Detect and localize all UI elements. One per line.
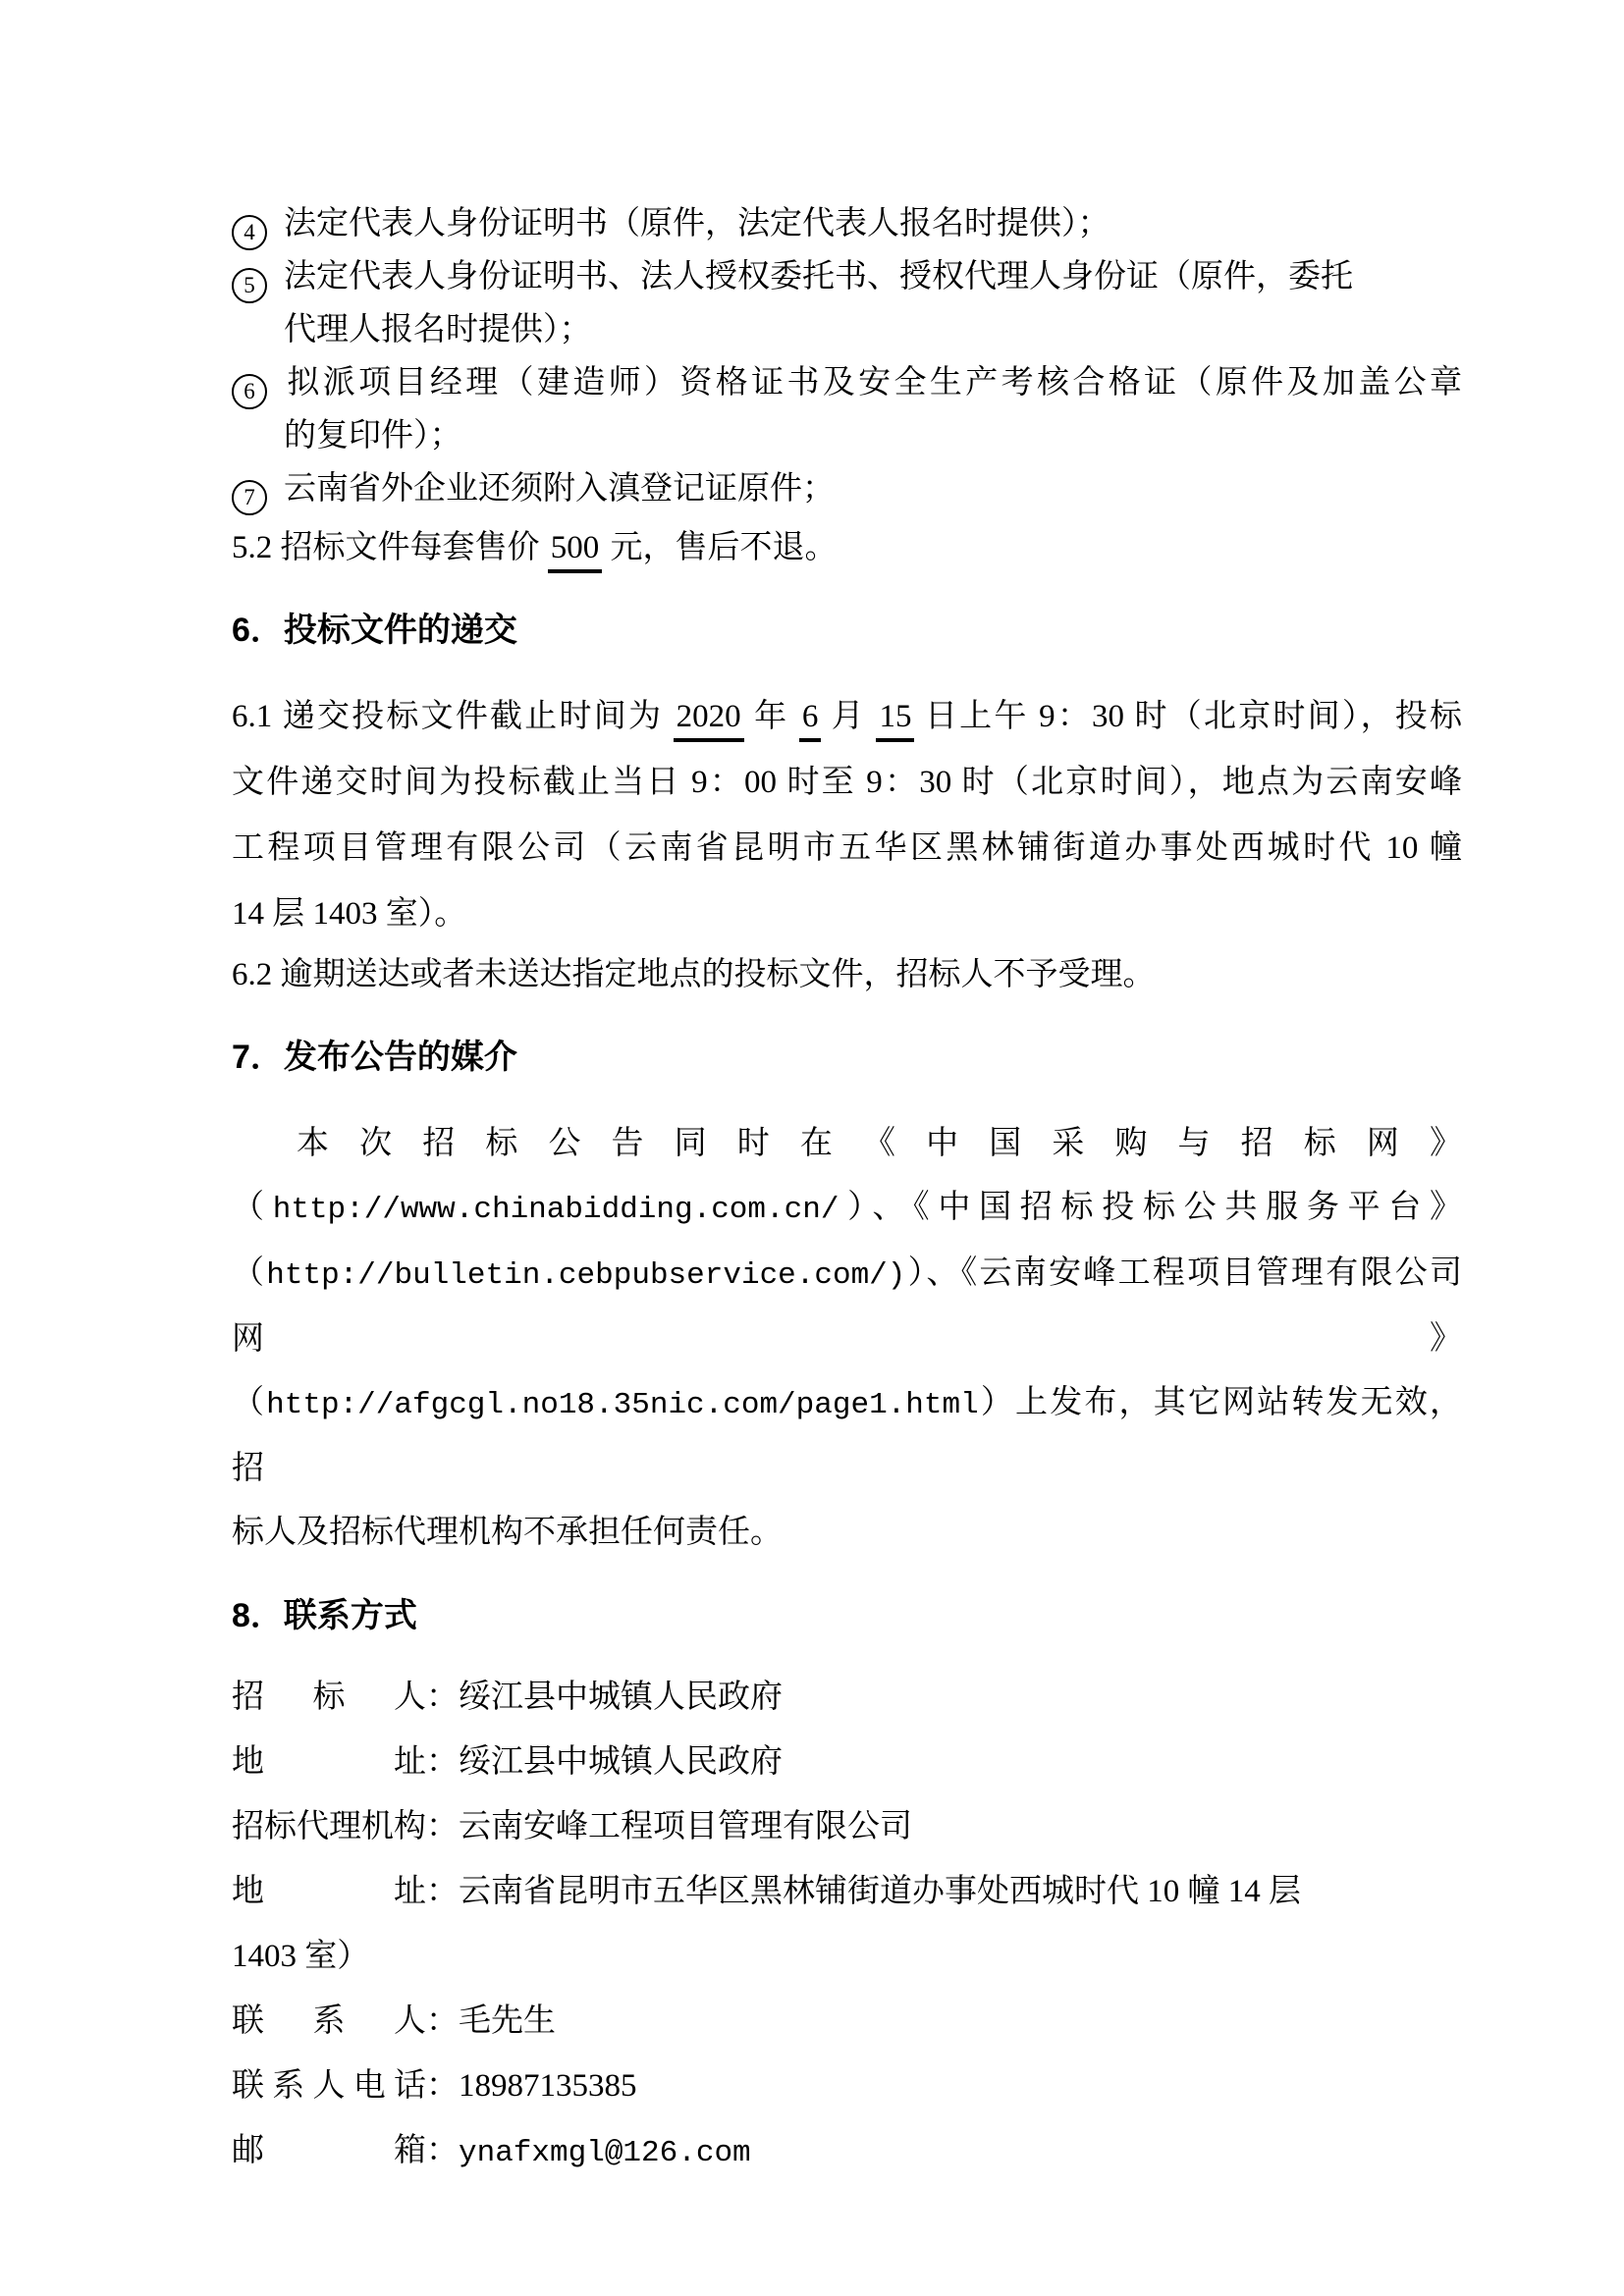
paragraph-line	[232, 1371, 1462, 1501]
contact-label: 地址	[232, 1874, 426, 1909]
paragraph-line: 标人及招标代理机构不承担任何责任。	[232, 1515, 783, 1550]
contact-row-phone	[232, 2054, 1462, 2118]
section-7-heading: 7．发布公告的媒介	[232, 1039, 517, 1076]
contact-label: 联系人电话	[232, 2068, 426, 2104]
contact-label: 邮箱	[232, 2133, 426, 2168]
colon: ：	[426, 2003, 459, 2039]
contact-row-tenderee-address	[232, 1730, 1462, 1794]
list-item-text: 云南省外企业还须附入滇登记证原件；	[284, 471, 835, 507]
paragraph-text: 月	[821, 699, 877, 734]
contact-email-value: ynafxmgl@126.com	[459, 2136, 751, 2170]
contact-value: 云南省昆明市五华区黑林铺街道办事处西城时代 10 幢 14 层	[459, 1874, 1301, 1909]
underlined-deadline-month: 6	[799, 699, 822, 742]
colon: ：	[426, 1744, 459, 1780]
underlined-deadline-year: 2020	[674, 699, 744, 742]
paragraph-6-1	[232, 684, 1462, 947]
url-cebpubservice: http://bulletin.cebpubservice.com/)	[266, 1258, 906, 1293]
contact-label: 招标人	[232, 1680, 426, 1715]
paragraph-text: ）上发布，其它网站转发无效，招	[232, 1385, 1463, 1486]
contact-value: 18987135385	[459, 2068, 637, 2104]
contact-value: 绥江县中城镇人民政府	[459, 1680, 783, 1715]
contact-value: 毛先生	[459, 2003, 556, 2039]
section-8-heading: 8．联系方式	[232, 1597, 417, 1634]
circled-number-marker: 4	[232, 215, 267, 250]
contact-row-agency	[232, 1794, 1462, 1859]
url-agency-site: http://afgcgl.no18.35nic.com/page1.html	[266, 1388, 979, 1422]
paragraph-text: ）、《中国招标投标公共服务平台》	[839, 1190, 1463, 1225]
list-item-line	[244, 250, 1462, 303]
list-item-text: 法定代表人身份证明书、法人授权委托书、授权代理人身份证（原件，委托	[284, 259, 1353, 294]
contact-label: 地址	[232, 1744, 426, 1780]
contact-row-agency-address	[232, 1859, 1462, 1924]
paragraph-line: 本次招标公告同时在《中国采购与招标网》	[297, 1126, 1462, 1161]
list-item-line: 的复印件）；	[284, 418, 462, 454]
paragraph-line: 14 层 1403 室）。	[232, 896, 467, 932]
paragraph-text: （	[232, 1190, 273, 1225]
paragraph-7	[232, 1112, 1462, 1565]
contact-row-tenderee	[232, 1665, 1462, 1730]
clause-5-2	[232, 521, 1462, 574]
colon: ：	[426, 1874, 459, 1909]
circled-number-marker: 5	[232, 268, 267, 303]
url-chinabidding: http://www.chinabidding.com.cn/	[272, 1193, 839, 1227]
paragraph-text: ）、《云南安峰工程项目管理有限公司网》	[232, 1255, 1463, 1357]
list-item-line	[244, 462, 1462, 515]
underlined-price: 500	[548, 530, 603, 573]
paragraph-text: 6.1 递交投标文件截止时间为	[232, 699, 674, 734]
paragraph-line	[232, 684, 1462, 750]
colon: ：	[426, 1680, 459, 1715]
list-item	[232, 250, 1462, 356]
paragraph-text: 日上午 9：30 时（北京时间），投标	[914, 699, 1463, 734]
list-item-line	[244, 356, 1462, 409]
colon: ：	[426, 1809, 459, 1844]
paragraph-line: 工程项目管理有限公司（云南省昆明市五华区黑林铺街道办事处西城时代 10 幢	[232, 830, 1462, 866]
contact-info	[232, 1665, 1462, 2186]
clause-5-2-text: 元，售后不退。	[602, 530, 838, 565]
contact-label: 联系人	[232, 2003, 426, 2039]
list-item-text: 拟派项目经理（建造师）资格证书及安全生产考核合格证（原件及加盖公章	[284, 365, 1462, 400]
list-item	[232, 462, 1462, 515]
circled-number-marker: 7	[232, 480, 267, 515]
contact-row-email	[232, 2118, 1462, 2186]
paragraph-line	[232, 1176, 1462, 1242]
paragraph-text: 年	[743, 699, 799, 734]
contact-value: 绥江县中城镇人民政府	[459, 1744, 783, 1780]
contact-row-person	[232, 1989, 1462, 2054]
colon: ：	[426, 2068, 459, 2104]
paragraph-line: 文件递交时间为投标截止当日 9：00 时至 9：30 时（北京时间），地点为云南安峰	[232, 765, 1462, 800]
paragraph-line	[232, 1242, 1462, 1371]
paragraph-text: （	[232, 1255, 267, 1291]
circled-number-marker: 6	[232, 374, 267, 409]
contact-label: 招标代理机构	[232, 1809, 426, 1844]
paragraph-6-2: 6.2 逾期送达或者未送达指定地点的投标文件，招标人不予受理。	[232, 957, 1156, 992]
section-6-heading: 6．投标文件的递交	[232, 612, 517, 649]
underlined-deadline-day: 15	[876, 699, 914, 742]
contact-row-agency-address-wrap: 1403 室）	[232, 1939, 370, 1974]
list-item	[232, 197, 1462, 250]
list-item-line	[244, 197, 1462, 250]
requirement-list	[232, 197, 1462, 515]
list-item-text: 法定代表人身份证明书（原件，法定代表人报名时提供）；	[284, 206, 1110, 241]
contact-value: 云南安峰工程项目管理有限公司	[459, 1809, 912, 1844]
list-item-line: 代理人报名时提供）；	[284, 312, 592, 347]
colon: ：	[426, 2133, 459, 2168]
list-item	[232, 356, 1462, 462]
paragraph-text: （	[232, 1385, 267, 1420]
clause-5-2-text: 5.2 招标文件每套售价	[232, 530, 548, 565]
